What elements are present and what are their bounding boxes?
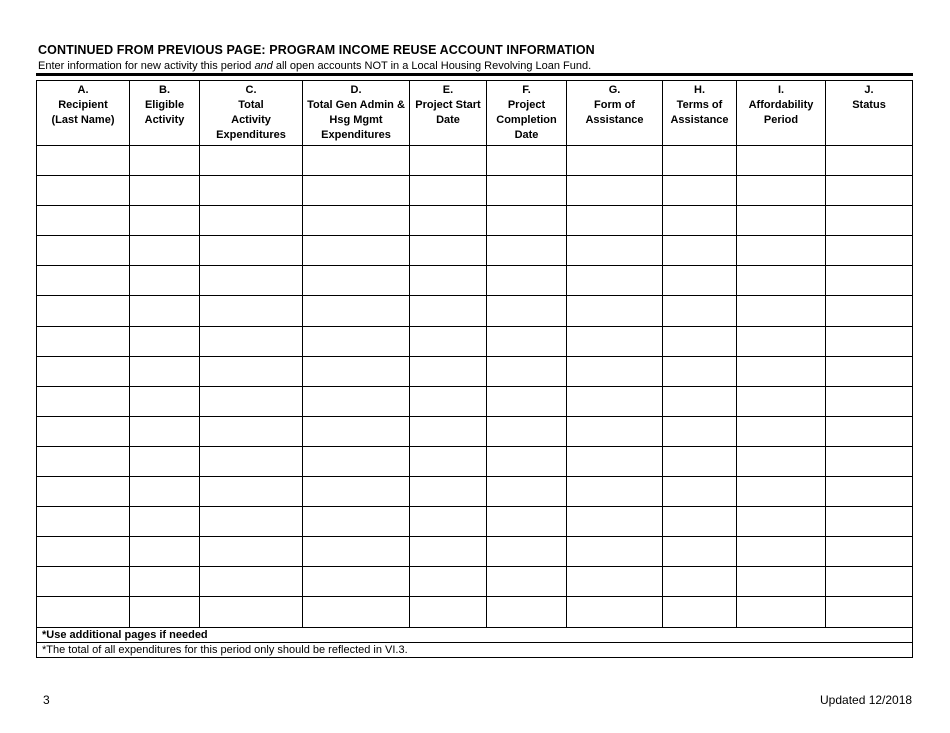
column-header-line: Eligible xyxy=(144,99,185,111)
column-header-line: Hsg Mgmt xyxy=(329,114,383,126)
subtitle-emphasis: and xyxy=(254,60,273,72)
table-cell[interactable] xyxy=(826,477,913,507)
table-cell[interactable] xyxy=(200,507,303,537)
table-cell[interactable] xyxy=(826,446,913,476)
table-row xyxy=(37,296,913,326)
column-header-line: (Last Name) xyxy=(51,114,115,126)
table-row xyxy=(37,416,913,446)
table-cell[interactable] xyxy=(826,326,913,356)
table-cell[interactable] xyxy=(826,356,913,386)
table-cell[interactable] xyxy=(663,567,737,597)
table-cell[interactable] xyxy=(200,597,303,627)
table-cell[interactable] xyxy=(487,146,567,176)
table-cell[interactable] xyxy=(37,477,130,507)
table-cell[interactable] xyxy=(487,567,567,597)
table-cell[interactable] xyxy=(130,477,200,507)
table-cell[interactable] xyxy=(37,266,130,296)
table-cell[interactable] xyxy=(567,266,663,296)
table-cell[interactable] xyxy=(663,206,737,236)
column-header-line: Form of xyxy=(594,99,635,111)
page-title: CONTINUED FROM PREVIOUS PAGE: PROGRAM INCOME REUSE ACCOUNT INFORMATION xyxy=(38,43,595,57)
table-cell[interactable] xyxy=(663,537,737,567)
table-cell[interactable] xyxy=(37,597,130,627)
column-header-line: Project xyxy=(507,99,546,111)
column-header-line: Expenditures xyxy=(216,129,286,141)
column-header-line: Activity xyxy=(231,114,271,126)
column-header-line: Date xyxy=(436,114,460,126)
table-cell[interactable] xyxy=(130,236,200,266)
column-header-line: Terms of xyxy=(676,99,723,111)
column-header-c xyxy=(200,81,303,146)
table-cell[interactable] xyxy=(303,416,410,446)
table-cell[interactable] xyxy=(130,597,200,627)
table-cell[interactable] xyxy=(130,176,200,206)
table-cell[interactable] xyxy=(663,236,737,266)
table-cell[interactable] xyxy=(200,326,303,356)
column-header-line: Assistance xyxy=(670,114,729,126)
updated-date: Updated 12/2018 xyxy=(820,693,913,707)
table-cell[interactable] xyxy=(37,356,130,386)
table-cell[interactable] xyxy=(567,477,663,507)
table-cell[interactable] xyxy=(200,356,303,386)
table-cell[interactable] xyxy=(200,146,303,176)
table-cell[interactable] xyxy=(410,356,487,386)
header-rule xyxy=(36,73,913,76)
table-cell[interactable] xyxy=(567,146,663,176)
column-header-d xyxy=(303,81,410,146)
table-cell[interactable] xyxy=(303,236,410,266)
table-cell[interactable] xyxy=(737,567,826,597)
table-cell[interactable] xyxy=(737,477,826,507)
table-row xyxy=(37,356,913,386)
table-row xyxy=(37,537,913,567)
table-cell[interactable] xyxy=(567,326,663,356)
table-header-row xyxy=(37,81,913,146)
table-cell[interactable] xyxy=(303,356,410,386)
column-header-line: Assistance xyxy=(585,114,644,126)
table-cell[interactable] xyxy=(663,416,737,446)
column-header-line: Recipient xyxy=(58,99,108,111)
table-cell[interactable] xyxy=(410,326,487,356)
table-cell[interactable] xyxy=(567,356,663,386)
expenditures-note: *The total of all expenditures for this period only should be reflected in VI.3. xyxy=(37,642,913,657)
table-cell[interactable] xyxy=(303,326,410,356)
table-cell[interactable] xyxy=(663,477,737,507)
table-cell[interactable] xyxy=(567,507,663,537)
table-cell[interactable] xyxy=(410,176,487,206)
table-cell[interactable] xyxy=(303,537,410,567)
table-cell[interactable] xyxy=(410,446,487,476)
table-cell[interactable] xyxy=(130,386,200,416)
table-cell[interactable] xyxy=(567,416,663,446)
table-cell[interactable] xyxy=(737,416,826,446)
table-cell[interactable] xyxy=(130,446,200,476)
column-header-line: Status xyxy=(852,99,886,111)
table-cell[interactable] xyxy=(567,597,663,627)
table-cell[interactable] xyxy=(487,356,567,386)
column-header-line: I. xyxy=(777,84,785,96)
table-cell[interactable] xyxy=(487,236,567,266)
table-cell[interactable] xyxy=(410,386,487,416)
table-cell[interactable] xyxy=(200,236,303,266)
table-cell[interactable] xyxy=(826,567,913,597)
column-header-line: Period xyxy=(763,114,799,126)
column-header-line: Total Gen Admin & xyxy=(307,99,405,111)
additional-pages-note: *Use additional pages if needed xyxy=(37,627,913,642)
table-cell[interactable] xyxy=(737,507,826,537)
table-cell[interactable] xyxy=(410,206,487,236)
table-cell[interactable] xyxy=(737,597,826,627)
column-header-b xyxy=(130,81,200,146)
table-cell[interactable] xyxy=(567,296,663,326)
table-cell[interactable] xyxy=(200,567,303,597)
table-cell[interactable] xyxy=(303,386,410,416)
table-cell[interactable] xyxy=(200,446,303,476)
table-cell[interactable] xyxy=(487,386,567,416)
table-row xyxy=(37,206,913,236)
subtitle-text-pre: Enter information for new activity this period xyxy=(38,60,255,72)
table-cell[interactable] xyxy=(37,446,130,476)
column-header-i xyxy=(737,81,826,146)
table-cell[interactable] xyxy=(663,507,737,537)
table-cell[interactable] xyxy=(200,416,303,446)
column-header-line: Completion xyxy=(496,114,557,126)
table-cell[interactable] xyxy=(130,537,200,567)
column-header-line: Activity xyxy=(144,114,185,126)
table-cell[interactable] xyxy=(487,326,567,356)
table-cell[interactable] xyxy=(737,326,826,356)
table-cell[interactable] xyxy=(303,296,410,326)
table-cell[interactable] xyxy=(567,446,663,476)
table-cell[interactable] xyxy=(130,356,200,386)
table-note-row xyxy=(37,627,913,642)
table-cell[interactable] xyxy=(410,416,487,446)
column-header-h xyxy=(663,81,737,146)
table-cell[interactable] xyxy=(487,537,567,567)
column-header-line: D. xyxy=(350,84,362,96)
table-cell[interactable] xyxy=(487,507,567,537)
table-cell[interactable] xyxy=(130,296,200,326)
table-cell[interactable] xyxy=(303,446,410,476)
table-cell[interactable] xyxy=(737,386,826,416)
table-cell[interactable] xyxy=(200,537,303,567)
table-cell[interactable] xyxy=(567,206,663,236)
table-cell[interactable] xyxy=(200,266,303,296)
table-cell[interactable] xyxy=(737,266,826,296)
program-income-table xyxy=(36,80,913,658)
table-row xyxy=(37,567,913,597)
page-subtitle xyxy=(38,60,591,72)
table-cell[interactable] xyxy=(410,507,487,537)
table-cell[interactable] xyxy=(737,206,826,236)
table-cell[interactable] xyxy=(487,176,567,206)
table-row xyxy=(37,507,913,537)
table-row xyxy=(37,446,913,476)
table-row xyxy=(37,146,913,176)
table-cell[interactable] xyxy=(303,206,410,236)
table-cell[interactable] xyxy=(130,507,200,537)
table-cell[interactable] xyxy=(130,206,200,236)
table-cell[interactable] xyxy=(303,146,410,176)
column-header-f xyxy=(487,81,567,146)
table-cell[interactable] xyxy=(200,176,303,206)
column-header-line: J. xyxy=(864,84,874,96)
table-cell[interactable] xyxy=(200,386,303,416)
table-cell[interactable] xyxy=(826,537,913,567)
table-cell[interactable] xyxy=(37,236,130,266)
table-cell[interactable] xyxy=(826,206,913,236)
table-row xyxy=(37,236,913,266)
table-cell[interactable] xyxy=(487,296,567,326)
table-row xyxy=(37,597,913,627)
table-cell[interactable] xyxy=(826,236,913,266)
table-cell[interactable] xyxy=(410,597,487,627)
table-row xyxy=(37,477,913,507)
table-cell[interactable] xyxy=(826,416,913,446)
table-cell[interactable] xyxy=(200,206,303,236)
table-cell[interactable] xyxy=(567,386,663,416)
table-cell[interactable] xyxy=(826,146,913,176)
table-cell[interactable] xyxy=(826,266,913,296)
table-cell[interactable] xyxy=(303,567,410,597)
table-cell[interactable] xyxy=(410,296,487,326)
column-header-line: H. xyxy=(694,84,705,96)
table-cell[interactable] xyxy=(663,386,737,416)
table-cell[interactable] xyxy=(130,266,200,296)
column-header-e xyxy=(410,81,487,146)
column-header-line: Expenditures xyxy=(321,129,391,141)
column-header-line: G. xyxy=(608,84,621,96)
table-cell[interactable] xyxy=(737,236,826,266)
table-cell[interactable] xyxy=(487,266,567,296)
table-cell[interactable] xyxy=(37,567,130,597)
table-cell[interactable] xyxy=(303,477,410,507)
table-cell[interactable] xyxy=(487,416,567,446)
table-cell[interactable] xyxy=(663,597,737,627)
table-cell[interactable] xyxy=(487,597,567,627)
table-cell[interactable] xyxy=(663,326,737,356)
table-cell[interactable] xyxy=(826,507,913,537)
table-cell[interactable] xyxy=(130,146,200,176)
column-header-line: Total xyxy=(238,99,264,111)
table-cell[interactable] xyxy=(826,296,913,326)
table-cell[interactable] xyxy=(410,567,487,597)
table-cell[interactable] xyxy=(37,206,130,236)
table-cell[interactable] xyxy=(567,176,663,206)
table-cell[interactable] xyxy=(303,176,410,206)
table-cell[interactable] xyxy=(410,236,487,266)
table-cell[interactable] xyxy=(663,176,737,206)
column-header-line: E. xyxy=(442,84,454,96)
table-cell[interactable] xyxy=(410,537,487,567)
table-cell[interactable] xyxy=(37,176,130,206)
table-cell[interactable] xyxy=(37,416,130,446)
column-header-line: F. xyxy=(522,84,531,96)
column-header-line: Project Start xyxy=(415,99,481,111)
table-cell[interactable] xyxy=(737,146,826,176)
table-cell[interactable] xyxy=(37,386,130,416)
column-header-a xyxy=(37,81,130,146)
table-cell[interactable] xyxy=(410,146,487,176)
table-cell[interactable] xyxy=(487,446,567,476)
table-row xyxy=(37,386,913,416)
table-cell[interactable] xyxy=(410,266,487,296)
table-cell[interactable] xyxy=(737,446,826,476)
table-cell[interactable] xyxy=(130,326,200,356)
table-body xyxy=(37,146,913,658)
column-header-j xyxy=(826,81,913,146)
table-cell[interactable] xyxy=(37,296,130,326)
column-header-line: Date xyxy=(514,129,539,141)
column-header-g xyxy=(567,81,663,146)
table-cell[interactable] xyxy=(737,296,826,326)
table-cell[interactable] xyxy=(487,477,567,507)
table-cell[interactable] xyxy=(37,507,130,537)
table-cell[interactable] xyxy=(130,416,200,446)
table-cell[interactable] xyxy=(663,356,737,386)
table-cell[interactable] xyxy=(663,296,737,326)
table-cell[interactable] xyxy=(303,597,410,627)
table-cell[interactable] xyxy=(737,176,826,206)
page-number: 3 xyxy=(43,693,50,707)
table-cell[interactable] xyxy=(567,567,663,597)
table-cell[interactable] xyxy=(37,326,130,356)
table-cell[interactable] xyxy=(663,146,737,176)
column-header-line: B. xyxy=(159,84,170,96)
column-header-line: A. xyxy=(77,84,89,96)
table-cell[interactable] xyxy=(663,266,737,296)
table-cell[interactable] xyxy=(826,176,913,206)
table-cell[interactable] xyxy=(130,567,200,597)
table-cell[interactable] xyxy=(37,537,130,567)
subtitle-text-post: all open accounts NOT in a Local Housing Revolving Loan Fund. xyxy=(272,60,592,72)
table-cell[interactable] xyxy=(737,537,826,567)
column-header-line: C. xyxy=(245,84,257,96)
table-row xyxy=(37,266,913,296)
table-cell[interactable] xyxy=(737,356,826,386)
table-row xyxy=(37,326,913,356)
table-cell[interactable] xyxy=(663,446,737,476)
table-cell[interactable] xyxy=(37,146,130,176)
column-header-line: Affordability xyxy=(748,99,814,111)
table-cell[interactable] xyxy=(200,296,303,326)
table-cell[interactable] xyxy=(487,206,567,236)
table-row xyxy=(37,176,913,206)
table-cell[interactable] xyxy=(826,597,913,627)
table-cell[interactable] xyxy=(303,507,410,537)
table-cell[interactable] xyxy=(200,477,303,507)
table-note-row xyxy=(37,642,913,657)
table-cell[interactable] xyxy=(303,266,410,296)
table-cell[interactable] xyxy=(410,477,487,507)
table-cell[interactable] xyxy=(567,236,663,266)
table-cell[interactable] xyxy=(826,386,913,416)
table-cell[interactable] xyxy=(567,537,663,567)
